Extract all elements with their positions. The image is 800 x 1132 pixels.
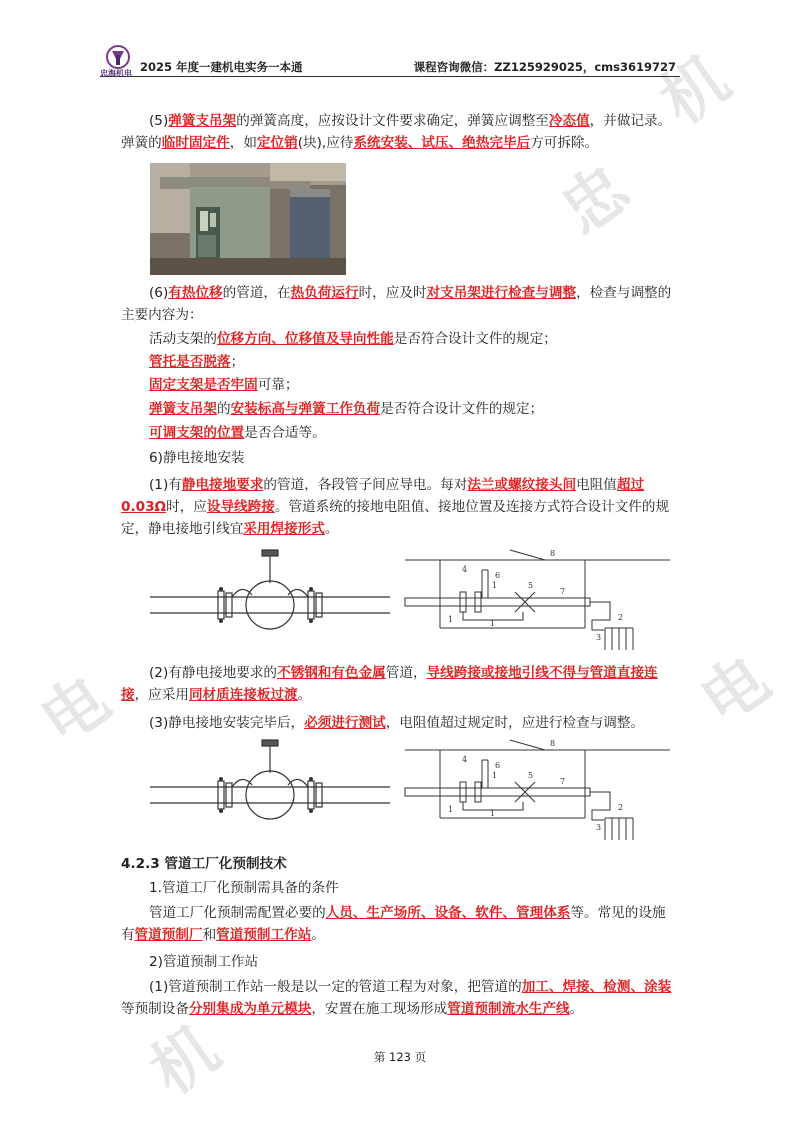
figure-label: 2 [618, 803, 624, 812]
figure-label: 8 [550, 739, 556, 748]
paragraph-stainless-grounding: (2)有静电接地要求的不锈钢和有色金属管道，导线跨接或接地引线不得与管道直接连接，应采用同材质连接板过渡。 [121, 665, 658, 703]
grounding-layout-figure-2 [400, 738, 680, 848]
list-item: 弹簧支吊架的安装标高与弹簧工作负荷是否符合设计文件的规定； [149, 401, 544, 417]
watermark: 电 [28, 662, 123, 760]
spring-hanger-photo [150, 163, 346, 275]
figure-label: 1 [492, 771, 498, 780]
list-item: 活动支架的位移方向、位移值及导向性能是否符合设计文件的规定； [149, 331, 557, 347]
subheading-workstation: 2)管道预制工作站 [149, 954, 259, 970]
figure-label: 5 [528, 771, 534, 780]
figure-label: 1 [490, 619, 496, 628]
page-header [100, 42, 680, 77]
watermark: 电 [688, 642, 783, 740]
paragraph-workstation: (1)管道预制工作站一般是以一定的管道工程为对象，把管道的加工、焊接、检测、涂装等预制设备分别集成为单元模块，安置在施工现场形成管道预制流水生产线。 [121, 979, 672, 1017]
figure-label: 2 [618, 613, 624, 622]
valve-grounding-figure [150, 545, 390, 645]
list-item: 固定支架是否牢固可靠； [149, 377, 299, 393]
paragraph-spring-support: (5)弹簧支吊架的弹簧高度，应按设计文件要求确定，弹簧应调整至冷态值，并做记录。弹簧的临时固定件，如定位销(块),应待系统安装、试压、绝热完毕后方可拆除。 [121, 113, 672, 151]
paragraph-thermal-displacement: (6)有热位移的管道，在热负荷运行时，应及时对支吊架进行检查与调整，检查与调整的主要内容为： [121, 285, 672, 323]
subheading-static-grounding: 6)静电接地安装 [149, 450, 245, 466]
paragraph-prefab-conditions: 管道工厂化预制需配置必要的人员、生产场所、设备、软件、管理体系等。常见的设施有管道预制厂和管道预制工作站。 [121, 905, 666, 943]
grounding-layout-figure [400, 548, 680, 658]
section-heading: 4.2.3 管道工厂化预制技术 [121, 856, 287, 872]
figure-label: 6 [495, 761, 501, 770]
logo-text: 忠海机电 [100, 69, 132, 78]
list-item: 管托是否脱落； [149, 354, 245, 370]
figure-label: 8 [550, 549, 556, 558]
header-contact: 课程咨询微信：ZZ125929025，cms3619727 [413, 60, 676, 74]
paragraph-grounding-test: (3)静电接地安装完毕后，必须进行测试，电阻值超过规定时，应进行检查与调整。 [149, 715, 645, 731]
figure-label: 3 [596, 823, 602, 832]
watermark: 机 [138, 1012, 233, 1110]
page-number: 第 123 页 [373, 1050, 427, 1064]
figure-label: 6 [495, 571, 501, 580]
figure-label: 1 [448, 615, 454, 624]
figure-label: 7 [560, 587, 566, 596]
figure-label: 1 [448, 805, 454, 814]
header-title: 2025 年度一建机电实务一本通 [140, 60, 303, 74]
watermark: 机 [648, 42, 743, 140]
list-item: 可调支架的位置是否合适等。 [149, 425, 326, 441]
paragraph-static-grounding: (1)有静电接地要求的管道，各段管子间应导电。每对法兰或螺纹接头间电阻值超过0.03Ω时，应设导线跨接。管道系统的接地电阻值、接地位置及连接方式符合设计文件的规定，静电接地引线宜采用焊接形式。 [121, 477, 670, 537]
subheading-conditions: 1.管道工厂化预制需具备的条件 [149, 880, 339, 896]
figure-label: 7 [560, 777, 566, 786]
figure-label: 5 [528, 581, 534, 590]
figure-label: 1 [490, 809, 496, 818]
figure-label: 4 [462, 565, 468, 574]
watermark: 忠 [548, 152, 643, 250]
valve-grounding-figure-2 [150, 735, 390, 835]
figure-label: 3 [596, 633, 602, 642]
figure-label: 1 [492, 581, 498, 590]
figure-label: 4 [462, 755, 468, 764]
